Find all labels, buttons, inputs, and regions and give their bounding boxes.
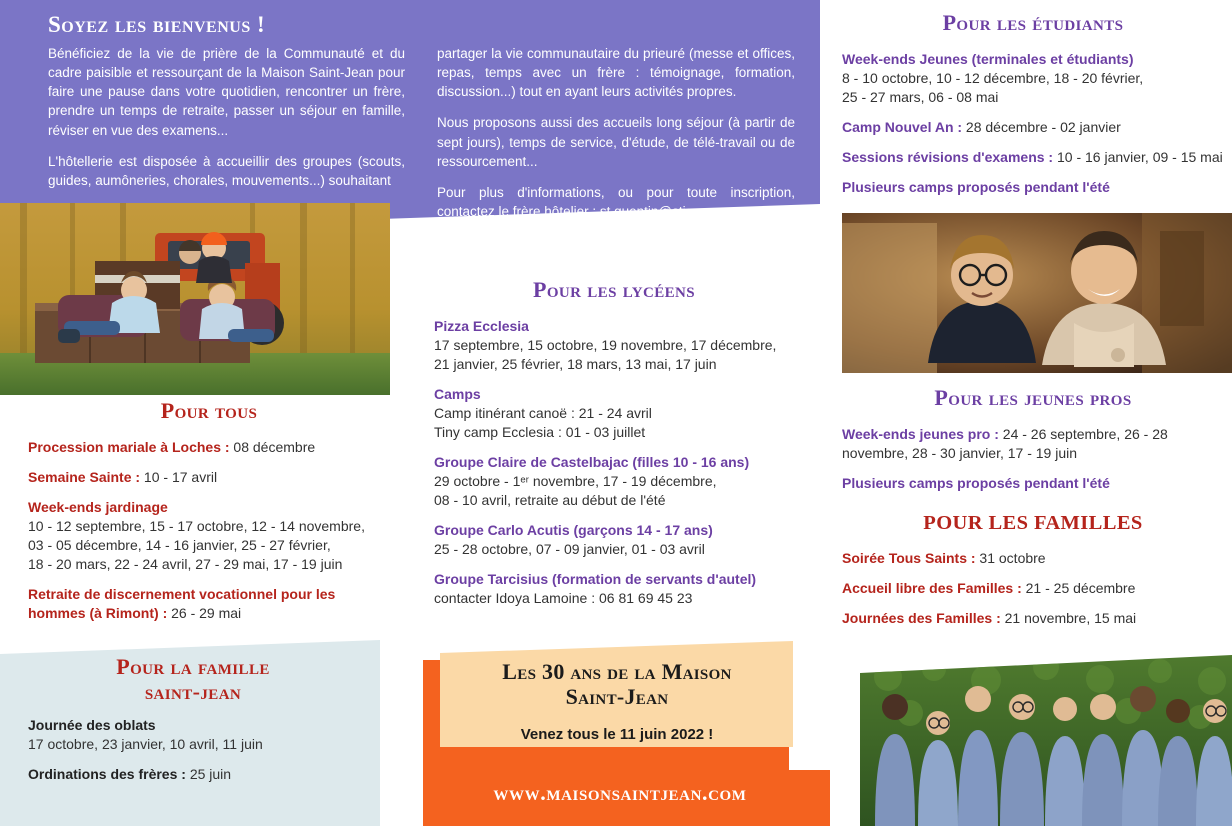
entry-value: 10 - 17 avril [140,469,218,486]
entry-line: 17 septembre, 15 octobre, 19 novembre, 17 décembre, [434,337,777,354]
entry-line: contacter Idoya Lamoine : 06 81 69 45 23 [434,590,693,607]
entry-value: 31 octobre [975,550,1046,566]
section-pour-les-jeunes-pros [842,385,1224,504]
welcome-paragraph: L'hôtellerie est disposée à accueillir des groupes (scouts, guides, aumôneries, chorales, mouvements...) souhaitant [48,153,405,188]
entry-procession-mariale [28,438,390,457]
section-title-pour-les-familles: POUR LES FAMILLES [923,512,1143,534]
entry-label: Journées des Familles : [842,610,1001,627]
entry-value: 28 décembre - 02 janvier [962,119,1121,136]
entry-line: 03 - 05 décembre, 14 - 16 janvier, 25 - 27 février, [28,537,331,554]
photo-young-people-on-tractor-trailer [0,203,390,395]
promo-title-line2: Saint-Jean [565,683,669,709]
photo-two-young-men-smiling [842,213,1232,373]
welcome-hero-content [0,0,820,232]
entry-line: 25 - 27 mars, 06 - 08 mai [842,89,999,106]
entry-value: 24 - 26 septembre, 26 - 28 novembre, 28 - 30 janvier, 17 - 19 juin [842,426,1168,462]
entry-line: 8 - 10 octobre, 10 - 12 décembre, 18 - 20 février, [842,70,1144,87]
entry-label: Semaine Sainte : [28,469,141,486]
welcome-title: Soyez les bienvenus ! [48,12,266,37]
entry-line: Camp itinérant canoë : 21 - 24 avril [434,405,652,422]
welcome-paragraph: Nous proposons aussi des accueils long séjour (à partir de sept jours), temps de service, d'étude, de télé-travail ou de ressourcement... [437,115,795,169]
entry-label: Camp Nouvel An : [842,119,963,136]
entry-soiree-tous-saints [842,549,1224,568]
section-title-line1: Pour la famille [116,654,270,679]
entry-label: Accueil libre des Familles : [842,580,1022,597]
section-pour-les-familles [842,512,1224,639]
entry-value: 10 - 16 janvier, 09 - 15 mai [1053,149,1223,166]
entry-weekends-jardinage [28,498,390,574]
entry-value: 08 décembre [229,439,316,455]
entry-label: Week-ends Jeunes (terminales et étudiants) [842,51,1134,67]
welcome-text-left [48,44,405,202]
entry-label: Camps [434,386,481,403]
entry-line: 08 - 10 avril, retraite au début de l'été [434,492,666,509]
entry-line: 10 - 12 septembre, 15 - 17 octobre, 12 - 14 novembre, [28,518,365,535]
entry-label: Groupe Claire de Castelbajac (filles 10 - 16 ans) [434,454,750,471]
entry-weekends-jeunes-pro [842,425,1224,463]
welcome-text-right [437,44,795,233]
entry-label: Procession mariale à Loches : [28,439,230,455]
section-pour-les-etudiants [842,10,1224,208]
entry-label: Retraite de discernement vocationnel pour les hommes (à Rimont) : [28,586,336,622]
website-url[interactable]: www.maisonsaintjean.com [493,780,747,805]
entry-value: 21 - 25 décembre [1021,580,1136,597]
entry-line: 25 - 28 octobre, 07 - 09 janvier, 01 - 03 avril [434,541,705,558]
section-title-pour-les-etudiants: Pour les étudiants [942,10,1124,35]
section-pour-les-lyceens [434,277,794,619]
entry-sessions-revisions [842,148,1224,167]
entry-accueil-libre-familles [842,579,1224,598]
entry-weekends-jeunes [842,50,1224,107]
entry-line: 29 octobre - 1ᵉʳ novembre, 17 - 19 décembre, [434,473,717,490]
entry-pizza-ecclesia [434,317,794,374]
section-title-line2: saint-jean [144,678,242,704]
section-title-pour-les-lyceens: Pour les lycéens [532,277,695,302]
entry-groupe-carlo-acutis [434,521,794,559]
entry-camps-ete-jeunes-pros [842,474,1224,493]
entry-ordinations-des-freres [28,765,358,784]
entry-label: Pizza Ecclesia [434,318,529,334]
entry-value: 21 novembre, 15 mai [1000,610,1137,627]
entry-groupe-claire-de-castelbajac [434,453,794,510]
entry-camps [434,385,794,442]
welcome-paragraph: partager la vie communautaire du prieuré (messe et offices, repas, temps avec un frère : témoignage, formation, discussion...) tout en ayant leurs activités propres. [437,46,795,100]
entry-label: Week-ends jardinage [28,499,168,516]
photo-group-of-brothers-in-blue-habits [860,655,1232,826]
entry-label: Ordinations des frères : [28,766,186,783]
entry-label: Sessions révisions d'examens : [842,149,1054,166]
entry-label: Groupe Tarcisius (formation de servants d'autel) [434,571,757,588]
entry-label: Journée des oblats [28,717,156,734]
entry-journees-des-familles [842,609,1224,628]
entry-label: Plusieurs camps proposés pendant l'été [842,475,1110,492]
entry-line: 18 - 20 mars, 22 - 24 avril, 27 - 29 mai, 17 - 19 juin [28,556,343,573]
welcome-paragraph: Bénéficiez de la vie de prière de la Communauté et du cadre paisible et ressourçant de la Maison Saint-Jean pour faire une pause dans votre quotidien, rencontrer un frère, prendre un temps de retraite, passer un séjour en famille, réviser en vue des examens... [48,46,405,138]
entry-value: 26 - 29 mai [167,605,242,622]
entry-journee-des-oblats [28,716,358,754]
entry-value: 25 juin [185,766,232,783]
entry-line: 17 octobre, 23 janvier, 10 avril, 11 juin [28,736,263,753]
entry-groupe-tarcisius [434,570,794,608]
section-pour-la-famille-saint-jean [28,655,358,795]
promo-title [448,660,786,710]
promo-subtitle: Venez tous le 11 juin 2022 ! [520,726,714,743]
welcome-contact-paragraph: Pour plus d'informations, ou pour toute inscription, contactez le frère hôtelier : st.quentin@stjean.com [437,184,795,220]
entry-label: Soirée Tous Saints : [842,550,976,566]
entry-label: Groupe Carlo Acutis (garçons 14 - 17 ans) [434,522,713,539]
entry-camp-nouvel-an [842,118,1224,137]
entry-line: 21 janvier, 25 février, 18 mars, 13 mai, 17 juin [434,356,717,373]
entry-semaine-sainte [28,468,390,487]
entry-line: Tiny camp Ecclesia : 01 - 03 juillet [434,424,646,441]
section-pour-tous [28,398,390,634]
entry-label: Plusieurs camps proposés pendant l'été [842,179,1110,196]
section-title-pour-tous: Pour tous [160,398,258,423]
promo-title-line1: Les 30 ans de la Maison [502,659,732,684]
entry-retraite-discernement [28,585,390,623]
entry-label: Week-ends jeunes pro : [842,426,999,442]
section-title-pour-les-jeunes-pros: Pour les jeunes pros [934,385,1132,410]
section-title-famille-saint-jean [28,655,358,704]
entry-camps-ete-etudiants [842,178,1224,197]
